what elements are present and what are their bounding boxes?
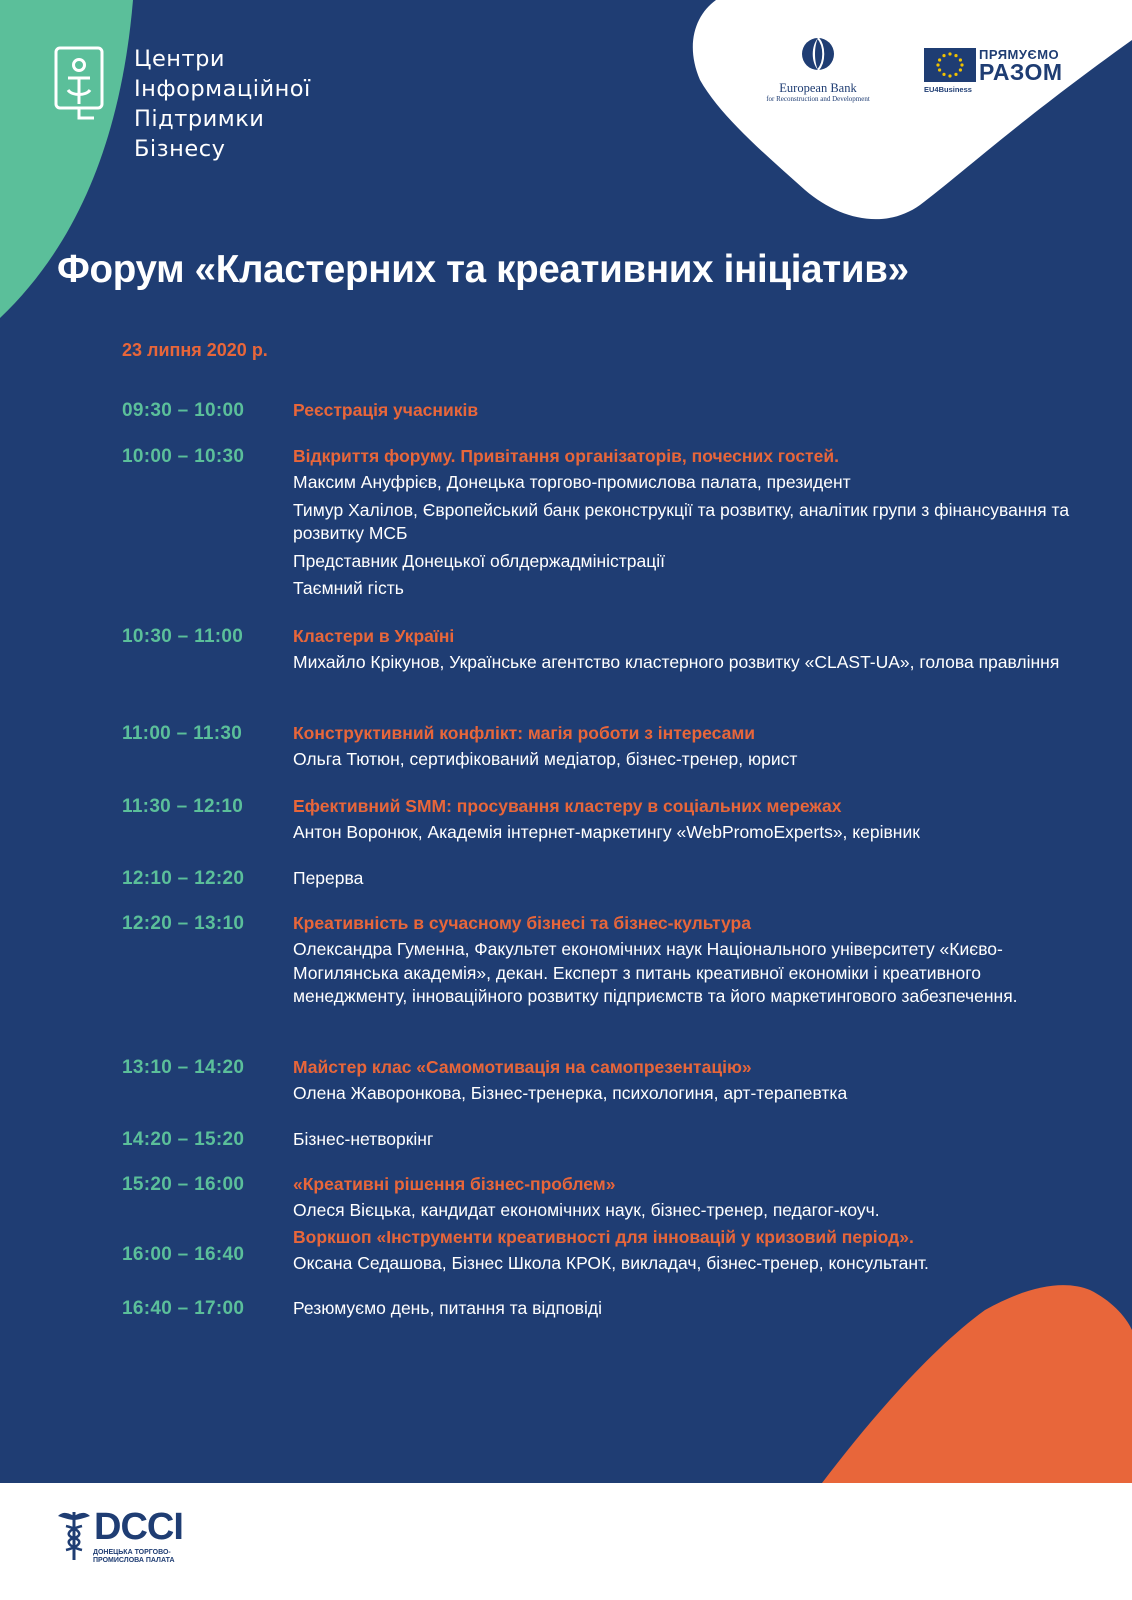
- dcci-org-line2: ПРОМИСЛОВА ПАЛАТА: [93, 1557, 175, 1564]
- dcci-abbr: [94, 1506, 183, 1549]
- slot-time: 11:00 – 11:30: [122, 723, 243, 744]
- slot-topic: Ефективний SMM: просування кластеру в соціальних мережах: [293, 796, 842, 816]
- slot-speaker: Антон Воронюк, Академія інтернет-маркетингу «WebPromoExperts», керівник: [293, 822, 920, 842]
- slot-topic: Майстер клас «Самомотивація на самопрезентацію»: [293, 1057, 752, 1077]
- event-date: 23 липня 2020 р.: [122, 340, 268, 360]
- slot-time: 14:20 – 15:20: [122, 1129, 245, 1150]
- brand-line: Інформаційної: [134, 76, 311, 102]
- slot-time: 12:20 – 13:10: [122, 913, 245, 934]
- slot-speaker: Максим Ануфрієв, Донецька торгово-промислова палата, президент: [293, 472, 851, 492]
- eu-slogan-line2: РАЗОМ: [979, 59, 1063, 85]
- slot-topic: Відкриття форуму. Привітання організаторів, почесних гостей.: [293, 446, 839, 466]
- ebrd-logo: [752, 34, 884, 104]
- slot-speaker: Олеся Вієцька, кандидат економічних наук, бізнес-тренер, педагог-коуч.: [293, 1200, 880, 1220]
- brand-logo: [54, 46, 106, 129]
- brand-line: Підтримки: [134, 106, 265, 132]
- slot-speaker: Олена Жаворонкова, Бізнес-тренерка, психологиня, арт-терапевтка: [293, 1083, 848, 1103]
- slot-time: 10:00 – 10:30: [122, 446, 245, 467]
- dcci-abbr-text: DCCI: [94, 1506, 183, 1548]
- slot-topic: Перерва: [293, 868, 364, 888]
- slot-time: 13:10 – 14:20: [122, 1057, 245, 1078]
- slot-content: [293, 624, 1073, 675]
- slot-speaker: Оксана Седашова, Бізнес Школа КРОК, викладач, бізнес-тренер, консультант.: [293, 1253, 929, 1273]
- slot-content: [293, 911, 1073, 1009]
- slot-topic: Реєстрація учасників: [293, 400, 479, 420]
- brand-line: Центри: [134, 46, 226, 72]
- eu-slogan-line1: ПРЯМУЄМО: [979, 47, 1060, 62]
- slot-time: 11:30 – 12:10: [122, 796, 244, 817]
- slot-speaker: Представник Донецької облдержадміністрації: [293, 550, 666, 571]
- caduceus-icon: [56, 1506, 92, 1562]
- slot-content: [293, 721, 1073, 772]
- slot-time: 09:30 – 10:00: [122, 400, 245, 421]
- slot-speaker: Таємний гість: [293, 578, 404, 598]
- ebrd-subtitle: for Reconstruction and Development: [766, 95, 870, 103]
- slot-content: [293, 866, 1073, 890]
- slot-content: [293, 1055, 1073, 1106]
- slot-content: [293, 794, 1073, 845]
- slot-content: [293, 444, 1073, 601]
- slot-speaker: Олександра Гуменна, Факультет економічних наук Національного університету «Києво-Могилянська академія», декан. Експерт з питань креативної економіки і креативного менеджменту, інноваційного розвитку підприємств та його маркетингового забезпечення.: [293, 939, 1018, 1006]
- slot-content: [293, 1172, 1073, 1223]
- slot-speaker: Ольга Тютюн, сертифікований медіатор, бізнес-тренер, юрист: [293, 749, 798, 769]
- slot-topic: Резюмуємо день, питання та відповіді: [293, 1298, 602, 1318]
- ebrd-name: European Bank: [779, 81, 857, 95]
- slot-speaker: Михайло Крікунов, Українське агентство кластерного розвитку «CLAST-UA», голова правління: [293, 652, 1060, 672]
- slot-time: 16:40 – 17:00: [122, 1298, 245, 1319]
- event-title: Форум «Кластерних та креативних ініціатив»: [57, 248, 909, 291]
- slot-time: 10:30 – 11:00: [122, 626, 244, 647]
- brand-title: [134, 44, 311, 164]
- slot-content: [293, 1225, 1073, 1276]
- slot-topic: Бізнес-нетворкінг: [293, 1129, 434, 1149]
- dcci-org-line1: ДОНЕЦЬКА ТОРГОВО-: [93, 1549, 171, 1556]
- info-center-icon: [54, 46, 106, 124]
- slot-time: 12:10 – 12:20: [122, 868, 245, 889]
- ebrd-emblem-icon: [800, 34, 836, 74]
- slot-content: [293, 398, 1073, 422]
- dcci-logo: [56, 1506, 183, 1567]
- white-corner-shape: [693, 0, 1132, 219]
- eu-flag-icon: [924, 48, 976, 82]
- brand-line: Бізнесу: [134, 136, 226, 162]
- slot-content: [293, 1296, 1073, 1320]
- eu-caption: EU4Business: [924, 85, 972, 94]
- slot-time: 16:00 – 16:40: [122, 1244, 245, 1265]
- slot-topic: «Креативні рішення бізнес-проблем»: [293, 1174, 616, 1194]
- slot-topic: Конструктивний конфлікт: магія роботи з інтересами: [293, 723, 756, 743]
- slot-content: [293, 1127, 1073, 1151]
- slot-topic: Кластери в Україні: [293, 626, 455, 646]
- slot-topic: Воркшоп «Інструменти креативності для інновацій у кризовий період».: [293, 1227, 914, 1247]
- slot-time: 15:20 – 16:00: [122, 1174, 245, 1195]
- slot-speaker: Тимур Халілов, Європейський банк реконструкції та розвитку, аналітик групи з фінансування та розвитку МСБ: [293, 499, 1070, 543]
- slot-topic: Креативність в сучасному бізнесі та бізнес-культура: [293, 913, 751, 933]
